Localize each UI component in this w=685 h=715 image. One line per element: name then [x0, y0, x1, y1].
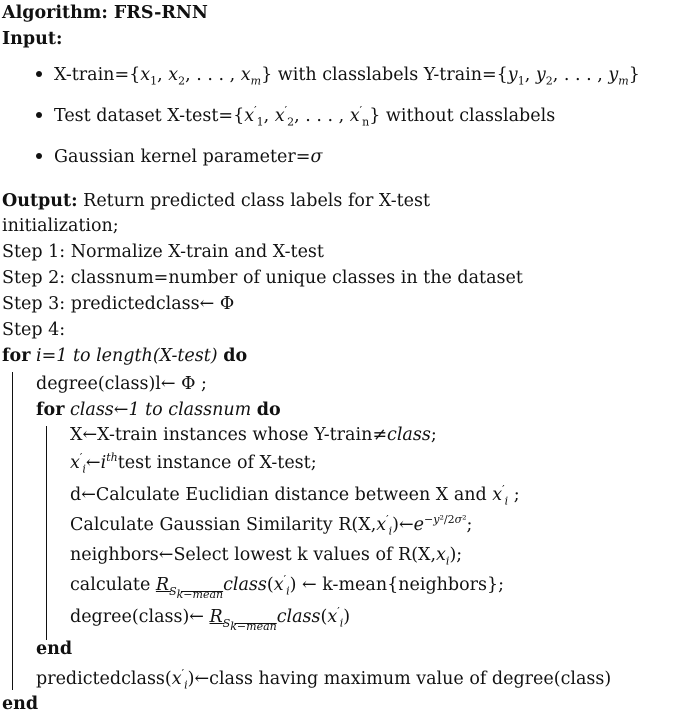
inner-body-6: calculate $R_{S_{k-mean}}class(x'_i)$ ← k-mean{neighbors};	[70, 573, 505, 601]
input-label: Input:	[2, 29, 63, 49]
keyword-for: for	[36, 400, 65, 420]
step-3: Step 3: predictedclass← Φ	[2, 294, 235, 314]
input-item-3: Gaussian kernel parameter=σ	[36, 146, 322, 168]
step-2: Step 2: classnum=number of unique classes in the dataset	[2, 268, 523, 288]
for-outer	[2, 345, 247, 367]
algorithm-title: Algorithm: FRS-RNN	[2, 3, 208, 23]
keyword-do: do	[223, 346, 248, 366]
inner-body-3: d←Calculate Euclidian distance between X and $x'_i$ ;	[70, 483, 520, 508]
step-4: Step 4:	[2, 320, 66, 340]
keyword-for: for	[2, 346, 31, 366]
input-item-1: $X-train=\{x_1$, $x_2$, . . . , $x_m$} with classlabels $Y-train=\{y_1$, $y_2$, . . . , $y_m$}	[36, 64, 640, 86]
inner-loop-bar	[46, 426, 47, 640]
step-1: Step 1: Normalize X-train and X-test	[2, 242, 324, 262]
initialization-line: initialization;	[2, 216, 119, 236]
outer-loop-bar	[12, 372, 13, 690]
loop-condition: class←1 to classnum	[70, 400, 252, 420]
keyword-do: do	[256, 400, 281, 420]
for-inner	[36, 399, 281, 421]
inner-body-2: $x'_i\leftarrow i^{th}test$ instance of X-test;	[70, 451, 317, 476]
bullet-icon	[36, 112, 42, 118]
outer-body-2: $predictedclass(x'_i)\leftarrow class$ having maximum value of degree(class)	[36, 667, 612, 692]
inner-body-1: X←X-train instances whose Y-train≠class;	[70, 425, 437, 445]
output-label: Output:	[2, 191, 78, 211]
outer-body-1: degree(class)l← Φ ;	[36, 374, 207, 394]
inner-body-7: degree(class)← $R_{S_{k-mean}}class(x'_i)$	[70, 605, 351, 633]
output-line	[2, 190, 430, 212]
loop-condition: i=1 to length(X-test)	[36, 346, 218, 366]
inner-body-5: neighbors←Select lowest k values of $R(X,x_i)$;	[70, 545, 463, 568]
bullet-icon	[36, 153, 42, 159]
bullet-icon	[36, 71, 42, 77]
input-item-2: Test dataset $X-test=\{x'_1$, $x'_2$, . . . , $x'_n$} without classlabels	[36, 105, 555, 127]
output-text: Return predicted class labels for X-test	[83, 191, 431, 211]
end-outer: end	[2, 694, 39, 714]
end-inner: end	[36, 639, 73, 659]
inner-body-4: Calculate Gaussian Similarity $R(X,x'_i)\leftarrow e^{-y^2/2\sigma^2}$;	[70, 513, 473, 538]
